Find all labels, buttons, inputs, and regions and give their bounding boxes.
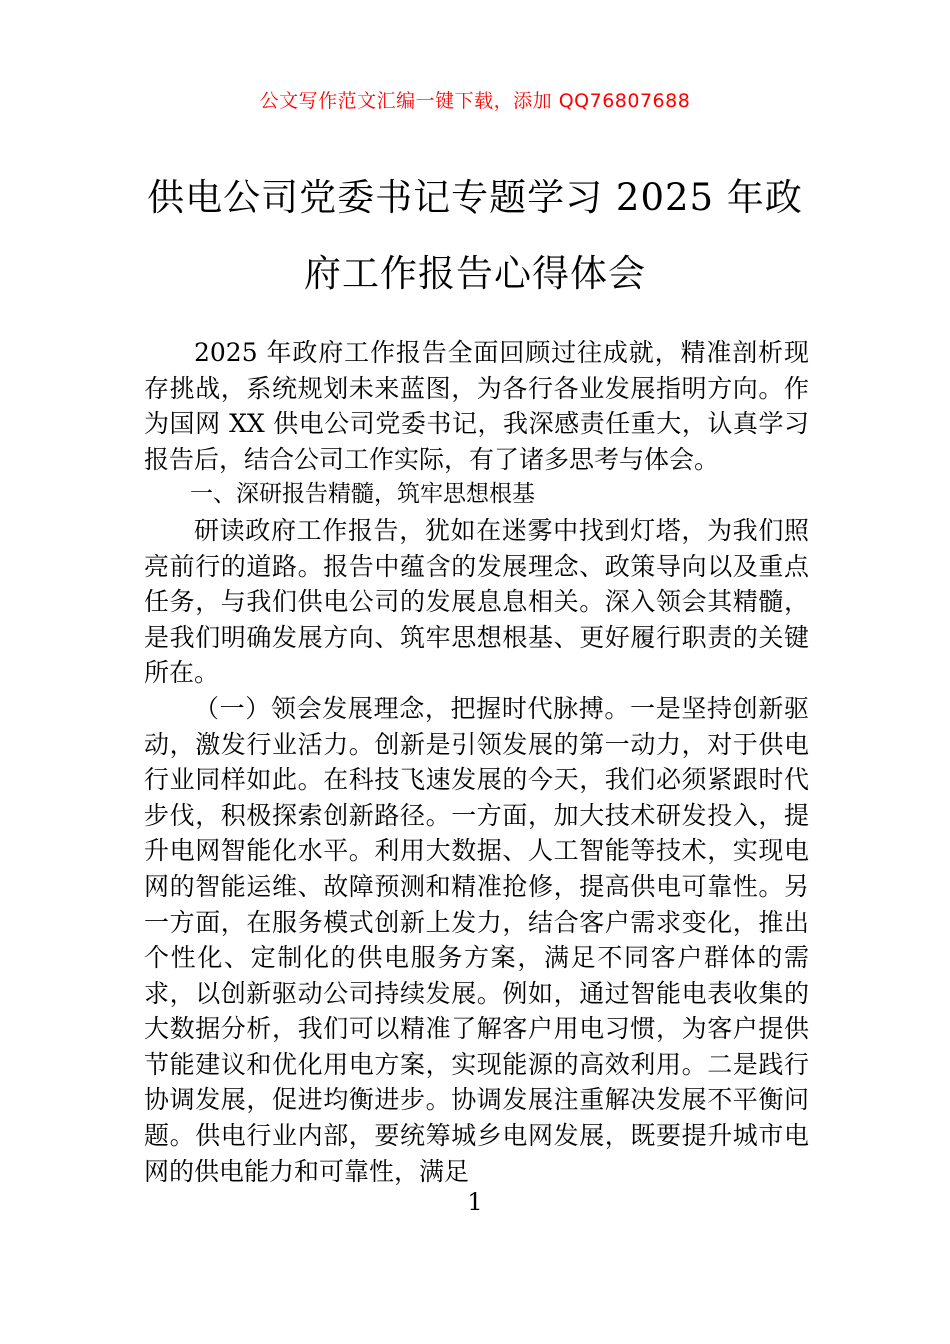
document-title: 供电公司党委书记专题学习 2025 年政府工作报告心得体会 xyxy=(147,176,803,295)
paragraph-section-intro: 研读政府工作报告，犹如在迷雾中找到灯塔，为我们照亮前行的道路。报告中蕴含的发展理念、政策导向以及重点任务，与我们供电公司的发展息息相关。深入领会其精髓，是我们明确发展方向、筑牢思想根基、更好履行职责的关键所在。 xyxy=(144,515,809,688)
paragraph-subsection-1: （一）领会发展理念，把握时代脉搏。一是坚持创新驱动，激发行业活力。创新是引领发展的第一动力，对于供电行业同样如此。在科技飞速发展的今天，我们必须紧跟时代步伐，积极探索创新路径。一方面，加大技术研发投入，提升电网智能化水平。利用大数据、人工智能等技术，实现电网的智能运维、故障预测和精准抢修，提高供电可靠性。另一方面，在服务模式创新上发力，结合客户需求变化，推出个性化、定制化的供电服务方案，满足不同客户群体的需求，以创新驱动公司持续发展。例如，通过智能电表收集的大数据分析，我们可以精准了解客户用电习惯，为客户提供节能建议和优化用电方案，实现能源的高效利用。二是践行协调发展，促进均衡进步。协调发展注重解决发展不平衡问题。供电行业内部，要统筹城乡电网发展，既要提升城市电网的供电能力和可靠性，满足 xyxy=(144,693,809,1186)
paragraph-intro: 2025 年政府工作报告全面回顾过往成就，精准剖析现存挑战，系统规划未来蓝图，为各行各业发展指明方向。作为国网 XX 供电公司党委书记，我深感责任重大，认真学习报告后，结合公司工作实际，有了诸多思考与体会。 xyxy=(144,338,809,474)
document-body xyxy=(144,335,809,1189)
header-note: 公文写作范文汇编一键下载，添加 QQ76807688 xyxy=(259,90,691,112)
page-number: 1 xyxy=(467,1188,483,1216)
section-heading: 一、深研报告精髓，筑牢思想根基 xyxy=(190,481,535,508)
